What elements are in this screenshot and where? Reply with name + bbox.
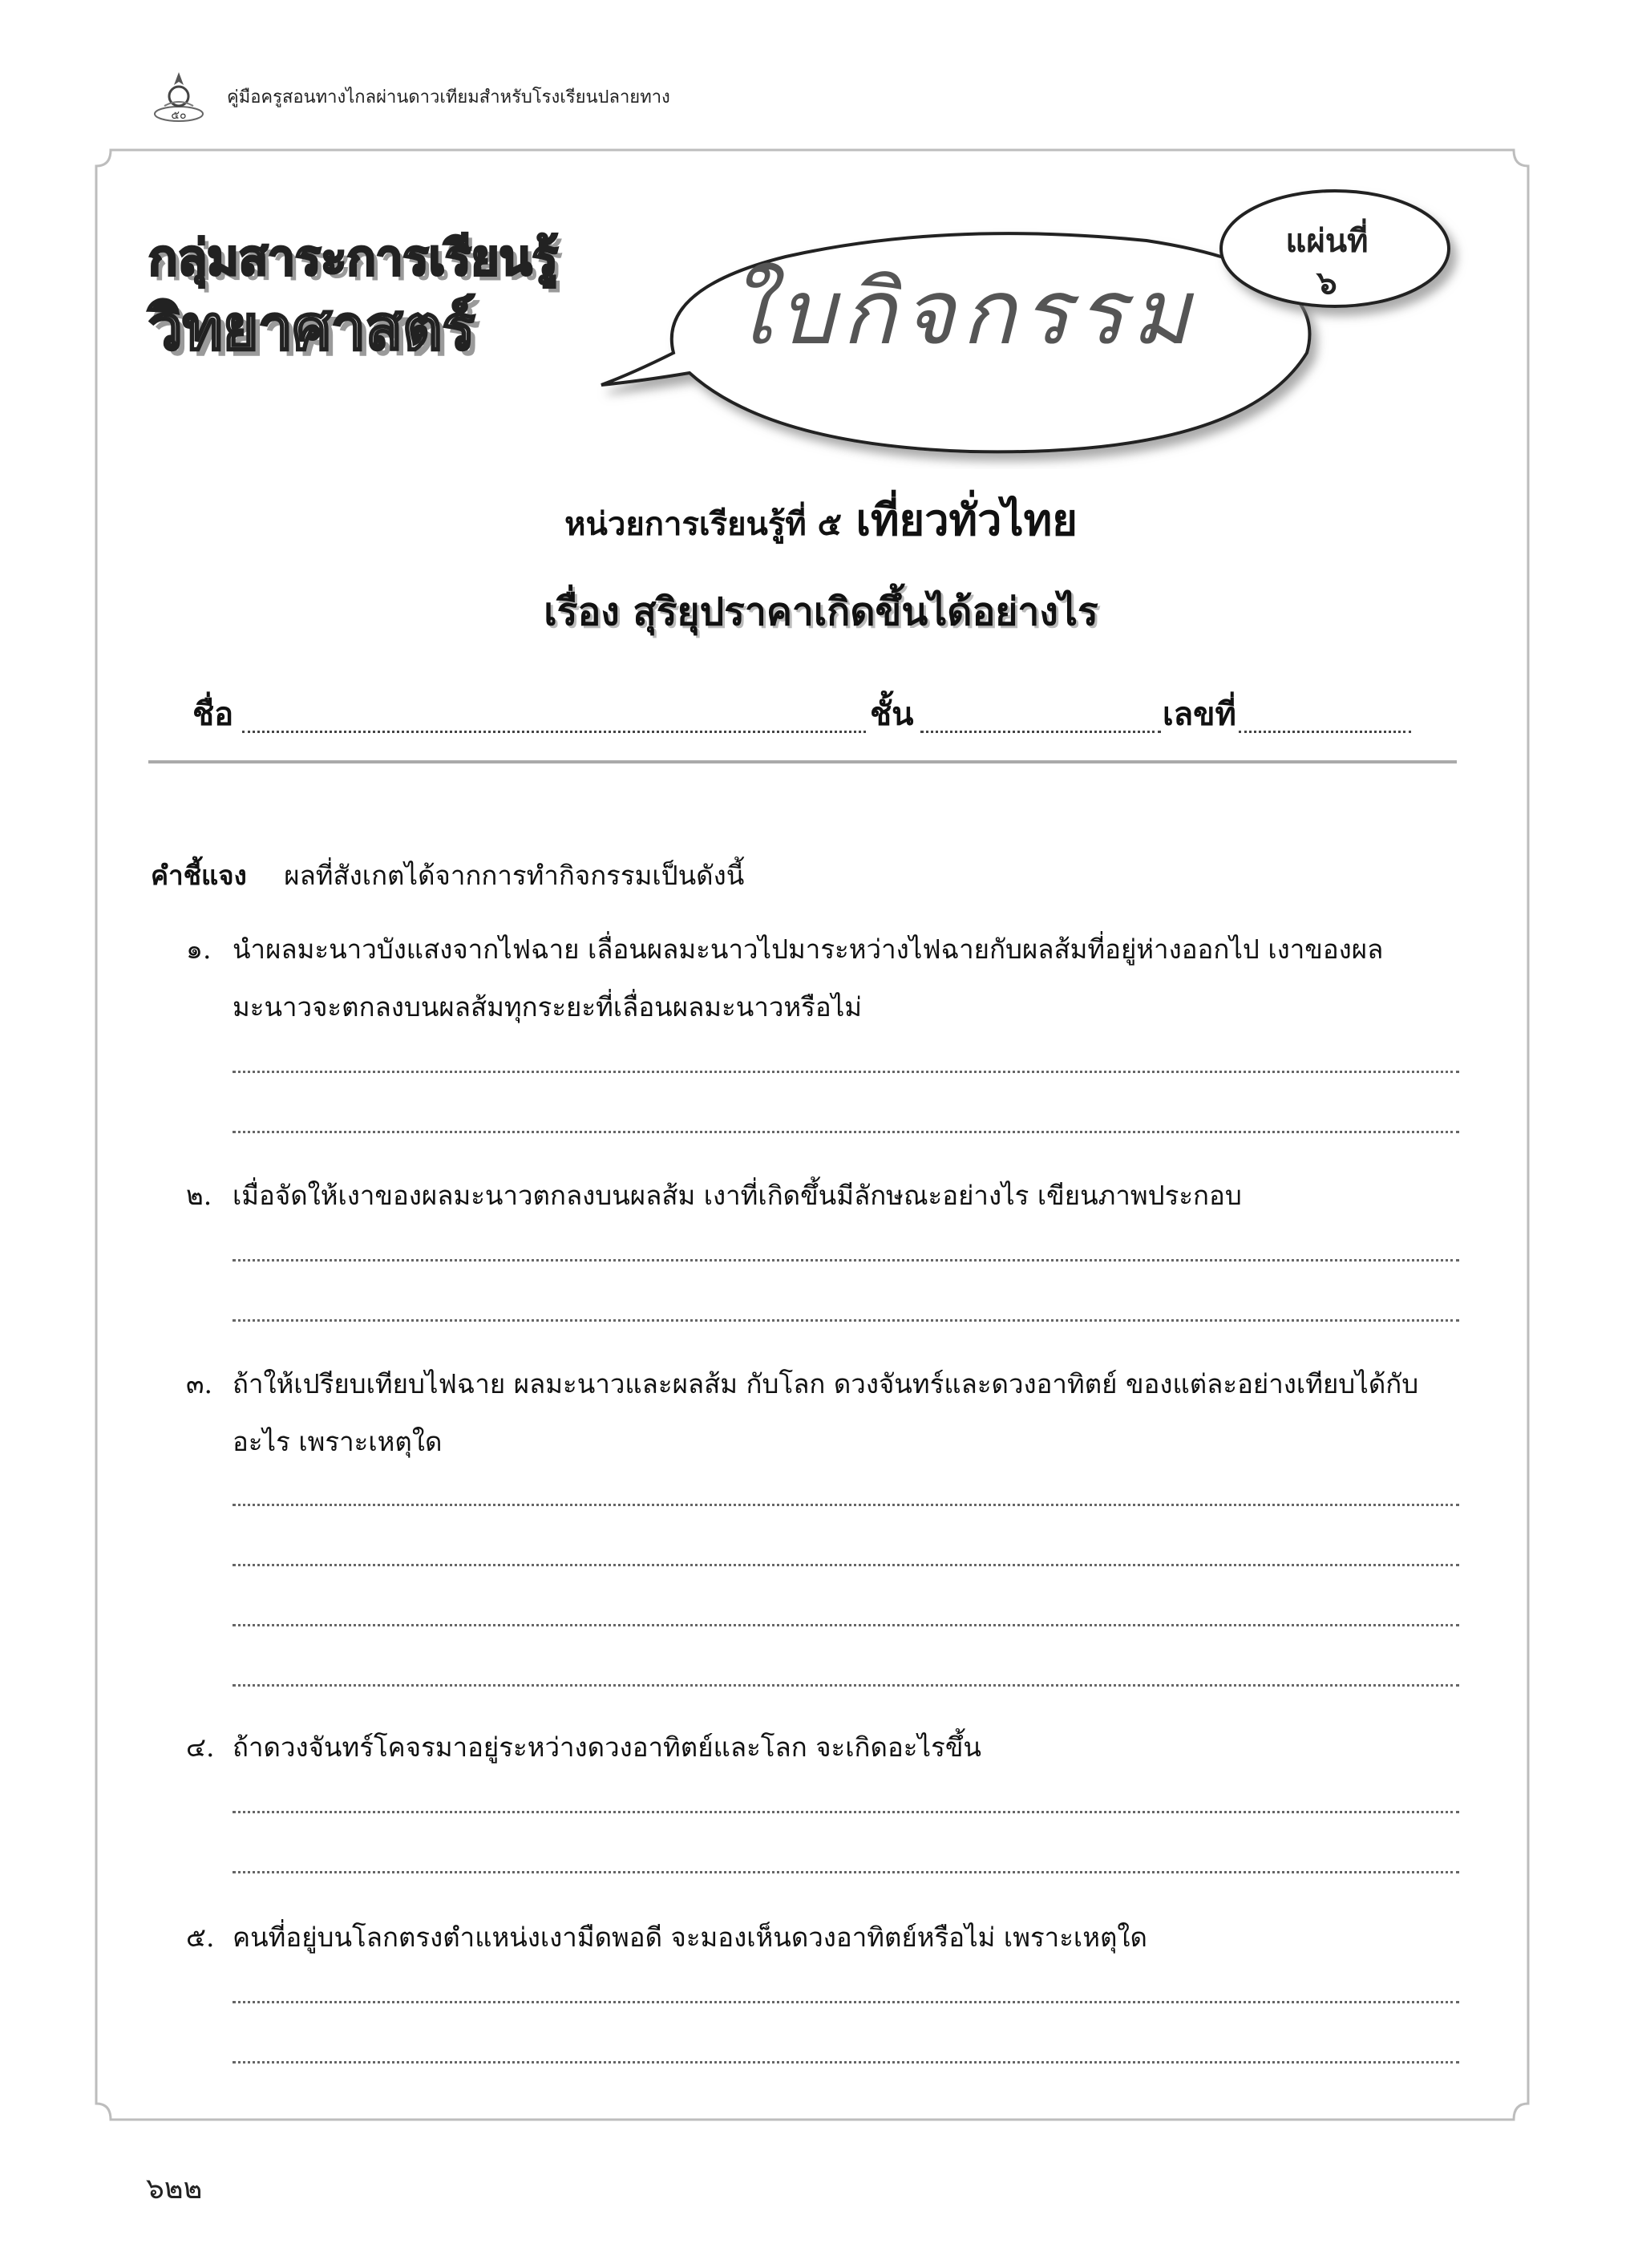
unit-label: หน่วยการเรียนรู้ที่ ๕ — [564, 506, 842, 543]
name-label: ชื่อ — [192, 696, 234, 733]
question-number: ๓. — [186, 1368, 213, 1399]
answer-line[interactable] — [233, 2061, 1459, 2063]
answer-line[interactable] — [233, 1624, 1459, 1626]
worksheet-title: ใบกิจกรรม — [727, 261, 1197, 365]
question-2 — [186, 1167, 1461, 1227]
header-divider — [148, 760, 1457, 763]
answer-line[interactable] — [233, 1319, 1459, 1322]
answer-line[interactable] — [233, 1684, 1459, 1687]
subject-area-label: กลุ่มสาระการเรียนรู้ — [148, 230, 558, 286]
question-4 — [186, 1719, 1461, 1779]
topic-heading: เรื่อง สุริยุปราคาเกิดขึ้นได้อย่างไร — [544, 589, 1098, 634]
student-info-row — [192, 690, 1411, 746]
instruction-label: คำชี้แจง — [151, 860, 247, 891]
question-1 — [186, 921, 1461, 1041]
question-number: ๕. — [186, 1922, 215, 1953]
question-text: นำผลมะนาวบังแสงจากไฟฉาย เลื่อนผลมะนาวไปมาระหว่างไฟฉายกับผลส้มที่อยู่ห่างออกไป เงาของผลมะนาวจะตกลงบนผลส้มทุกระยะที่เลื่อนผลมะนาวหรือไม่ — [233, 934, 1384, 1023]
subject-area — [148, 229, 629, 368]
sheet-number: ๖ — [1316, 265, 1337, 302]
number-field[interactable] — [1239, 731, 1411, 733]
answer-line[interactable] — [233, 1259, 1459, 1262]
unit-heading — [0, 485, 1642, 554]
running-header-text: คู่มือครูสอนทางไกลผ่านดาวเทียมสำหรับโรงเรียนปลายทาง — [227, 87, 670, 107]
running-header — [148, 64, 670, 128]
question-text: คนที่อยู่บนโลกตรงตำแหน่งเงามืดพอดี จะมองเห็นดวงอาทิตย์หรือไม่ เพราะเหตุใด — [233, 1922, 1147, 1953]
instruction — [151, 854, 744, 897]
answer-line[interactable] — [233, 1564, 1459, 1566]
answer-line[interactable] — [233, 1871, 1459, 1873]
question-number: ๑. — [186, 934, 212, 965]
class-field[interactable] — [920, 731, 1161, 733]
question-text: ถ้าให้เปรียบเทียบไฟฉาย ผลมะนาวและผลส้ม กับโลก ดวงจันทร์และดวงอาทิตย์ ของแต่ละอย่างเทียบได้กับอะไร เพราะเหตุใด — [233, 1368, 1419, 1457]
sheet-label: แผ่นที่ — [1285, 223, 1369, 260]
question-5 — [186, 1909, 1461, 1969]
question-3 — [186, 1355, 1461, 1476]
answer-line[interactable] — [233, 1504, 1459, 1506]
class-label: ชั้น — [870, 696, 914, 733]
page-number: ๖๒๒ — [146, 2173, 203, 2205]
svg-text:๕๐: ๕๐ — [171, 109, 187, 122]
question-text: เมื่อจัดให้เงาของผลมะนาวตกลงบนผลส้ม เงาที่เกิดขึ้นมีลักษณะอย่างไร เขียนภาพประกอบ — [233, 1180, 1242, 1211]
answer-line[interactable] — [233, 1071, 1459, 1073]
number-label: เลขที่ — [1163, 696, 1236, 733]
name-field[interactable] — [242, 731, 866, 733]
question-number: ๔. — [186, 1731, 215, 1763]
answer-line[interactable] — [233, 1131, 1459, 1133]
royal-emblem-icon — [148, 66, 209, 127]
sheet-number-badge — [1247, 221, 1407, 304]
question-text: ถ้าดวงจันทร์โคจรมาอยู่ระหว่างดวงอาทิตย์และโลก จะเกิดอะไรขึ้น — [233, 1731, 981, 1763]
instruction-text: ผลที่สังเกตได้จากการทำกิจกรรมเป็นดังนี้ — [284, 860, 745, 891]
subject-name: วิทยาศาสตร์ — [148, 292, 475, 363]
answer-line[interactable] — [233, 1811, 1459, 1813]
question-number: ๒. — [186, 1180, 212, 1211]
answer-line[interactable] — [233, 2001, 1459, 2003]
unit-name: เที่ยวทั่วไทย — [855, 495, 1078, 545]
